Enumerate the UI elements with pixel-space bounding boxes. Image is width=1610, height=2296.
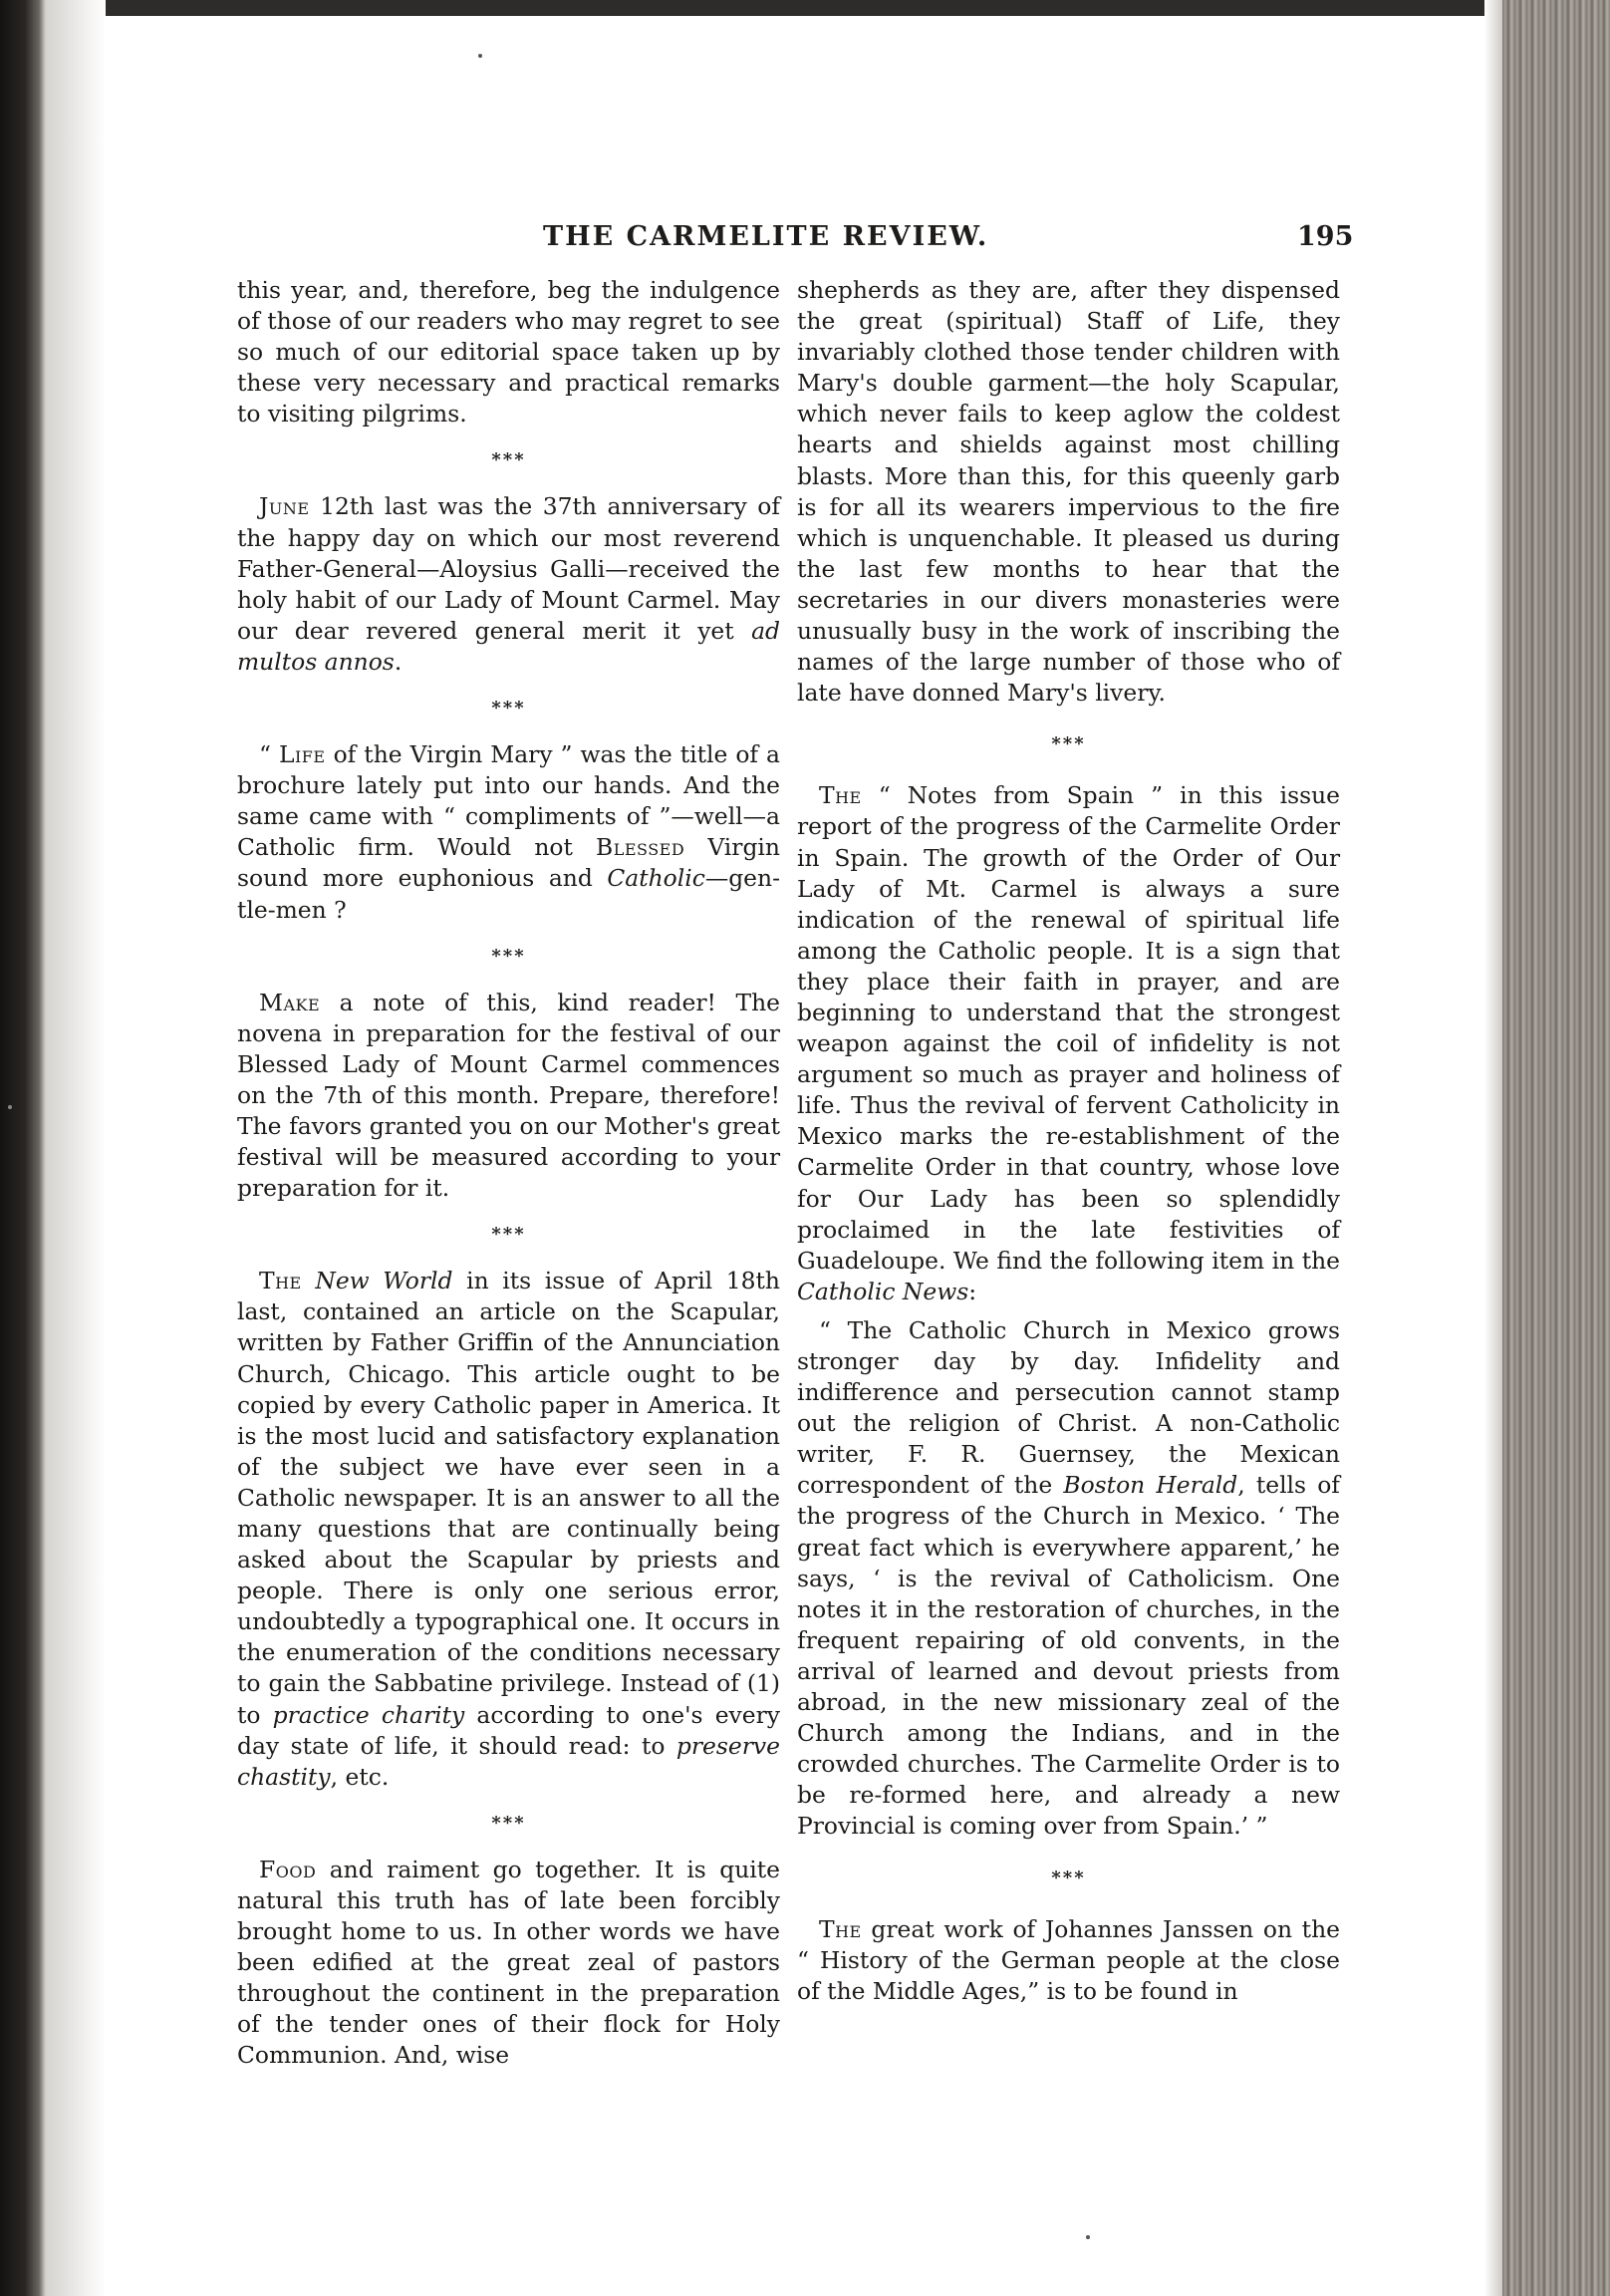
asterism-separator: *** xyxy=(1051,1866,1086,1888)
running-title: THE CARMELITE REVIEW. xyxy=(543,221,989,252)
right-column xyxy=(797,275,1340,2007)
scan-top-border xyxy=(0,0,1610,16)
paragraph-novena: Make a note of this, kind reader! The novena in preparation for the festival of our Blessed Lady of Mount Carmel commences on the 7th of this month. Prepare, therefore! The favors granted you on our Mother's great festival will be measured according to your preparation for it. xyxy=(237,988,780,1203)
asterism-separator: *** xyxy=(491,698,526,719)
scan-speck xyxy=(8,1105,12,1109)
page-number: 195 xyxy=(1297,221,1354,252)
paragraph-new-world: The New World in its issue of April 18th last, contained an article on the Scapular, written by Father Griffin of the Annunciation Church, Chicago. This article ought to be copied by every Catholic paper in America. It is the most lucid and satisfactory explanation of the subject we have ever seen in a Catholic newspaper. It is an answer to all the many questions that are continually being asked about the Scapular by priests and people. There is only one serious error, undoubtedly a typographical one. It occurs in the enumeration of the conditions necessary to gain the Sabbatine privilege. Instead of (1) to practice charity according to one's every day state of life, it should read: to preserve chastity, etc. xyxy=(237,1267,780,1791)
paragraph-brochure: “ Life of the Virgin Mary ” was the title of a brochure lately put into our hands. And the same came with “ compliments of ”—well—a Catholic firm. Would not Blessed Virgin sound more euphonious and Catholic—gen-tle-men ? xyxy=(237,740,780,924)
paragraph-food-raiment: Food and raiment go together. It is quite natural this truth has of late been forcibly brought home to us. In other words we have been edified at the great zeal of pastors throughout the continent in the preparation of the tender ones of their flock for Holy Communion. And, wise xyxy=(237,1855,780,2070)
book-spine-shadow xyxy=(0,0,46,2296)
scan-speck xyxy=(1086,2235,1090,2239)
asterism-separator: *** xyxy=(491,1812,526,1834)
asterism-separator: *** xyxy=(491,1224,526,1246)
paragraph-mexico-quote: “ The Catholic Church in Mexico grows stronger day by day. Infidelity and indifference and persecution cannot stamp out the religion of Christ. A non-Catholic writer, F. R. Guernsey, the Mexican correspondent of the Boston Herald, tells of the progress of the Church in Mexico. ‘ The great fact which is everywhere apparent,’ he says, ‘ is the revival of Catholicism. One notes it in the restoration of churches, in the frequent repairing of old convents, in the arrival of learned and devout priests from abroad, in the new missionary zeal of the Church among the Indians, and in the crowded churches. The Carmelite Order is to be re-formed here, and already a new Provincial is coming over from Spain.’ ” xyxy=(797,1315,1340,1841)
scan-speck xyxy=(478,54,482,58)
paragraph-shepherds: shepherds as they are, after they dispensed the great (spiritual) Staff of Life, they invariably clothed those tender children with Mary's double garment—the holy Scapular, which never fails to keep aglow the coldest hearts and shields against most chilling blasts. More than this, for this queenly garb is for all its wearers impervious to the fire which is unquenchable. It pleased us during the last few months to hear that the secretaries in our divers monasteries were unusually busy in the work of inscribing the names of the large number of those who of late have donned Mary's livery. xyxy=(797,276,1340,708)
paragraph-anniversary: June 12th last was the 37th anniversary of the happy day on which our most reverend Father-General—Aloysius Galli—received the holy habit of our Lady of Mount Carmel. May our dear revered general merit it yet ad multos annos. xyxy=(237,492,780,676)
asterism-separator: *** xyxy=(491,449,526,471)
gutter-shadow xyxy=(46,0,106,2296)
asterism-separator: *** xyxy=(491,945,526,967)
asterism-separator: *** xyxy=(1051,733,1086,755)
left-column xyxy=(237,275,780,2072)
paragraph-notes-from-spain: The “ Notes from Spain ” in this issue report of the progress of the Carmelite Order in Spain. The growth of the Order of Our Lady of Mt. Carmel is always a sure indication of the renewal of spiritual life among the Catholic people. It is a sign that they place their faith in prayer, and are beginning to understand that the strongest weapon against the coil of infidelity is not argument so much as prayer and holiness of life. Thus the revival of fervent Catholicity in Mexico marks the re-establishment of the Carmelite Order in that country, whose love for Our Lady has been so splendidly proclaimed in the late festivities of Guadeloupe. We find the following item in the Catholic News: xyxy=(797,781,1340,1305)
paragraph-indulgence: this year, and, therefore, beg the indulgence of those of our readers who may regret to see so much of our editorial space taken up by these very necessary and practical remarks to visiting pilgrims. xyxy=(237,276,780,429)
paragraph-janssen: The great work of Johannes Janssen on the “ History of the German people at the close of the Middle Ages,” is to be found in xyxy=(797,1914,1340,2005)
page-stack-edge xyxy=(1502,0,1610,2296)
